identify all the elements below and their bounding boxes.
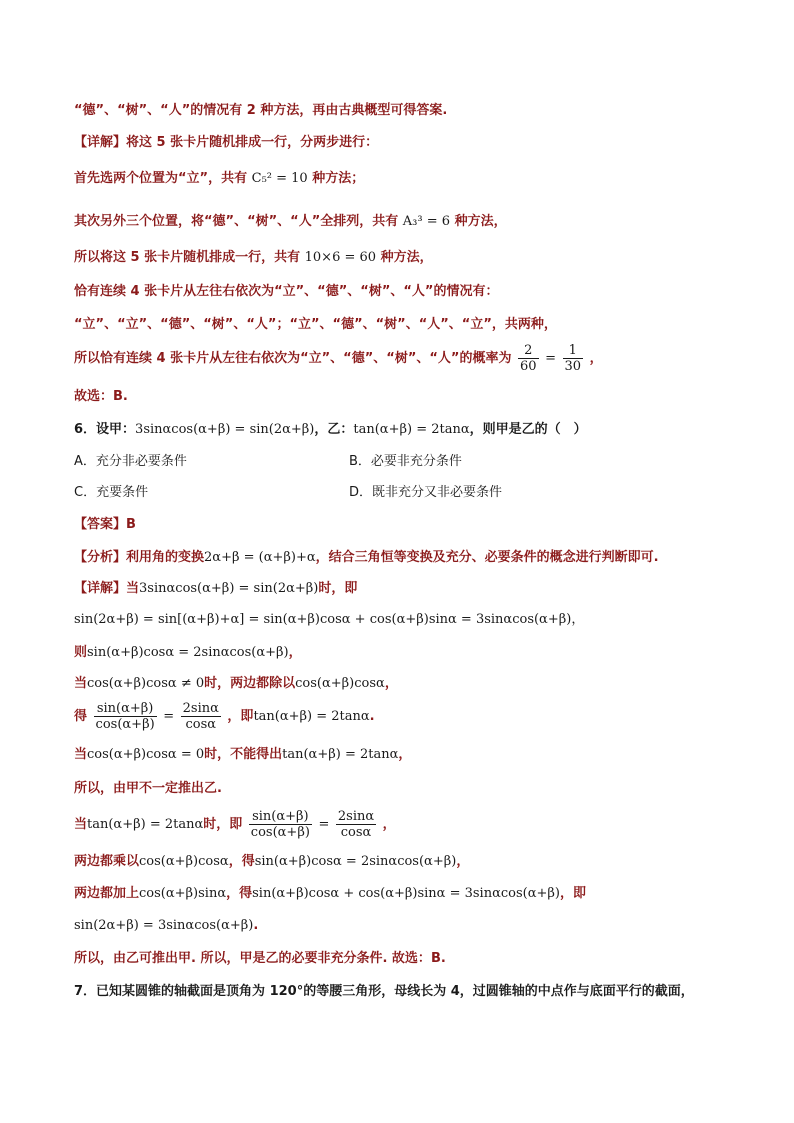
equation: sin(2α+β) = sin[(α+β)+α] = sin(α+β)cosα + cos(α+β)sinα = 3sinαcos(α+β)，	[74, 612, 585, 627]
solution-text: 当cos(α+β)cosα = 0时，不能得出tan(α+β) = 2tanα，	[74, 747, 412, 762]
solution-text: 所以将这 5 张卡片随机排成一行，共有 10×6 = 60 种方法，	[74, 250, 433, 265]
question-stem: 7．已知某圆锥的轴截面是顶角为 120°的等腰三角形，母线长为 4，过圆锥轴的中点作与底面平行的截面，	[74, 984, 694, 999]
solution-text: 恰有连续 4 张卡片从左往右依次为“立”、“德”、“树”、“人”的情况有：	[74, 284, 499, 299]
answer-label: 【答案】B	[74, 517, 136, 532]
solution-text: 【详解】当3sinαcos(α+β) = sin(2α+β)时，即	[74, 581, 358, 596]
solution-text: 所以恰有连续 4 张卡片从左往右依次为“立”、“德”、“树”、“人”的概率为 $\frac{2}{60}$ = $\frac{1}{30}$ ，	[74, 343, 603, 374]
solution-text: 所以，由乙可推出甲. 所以，甲是乙的必要非充分条件. 故选：B.	[74, 951, 446, 966]
solution-text: sin(2α+β) = 3sinαcos(α+β).	[74, 918, 259, 933]
question-stem: 6．设甲：3sinαcos(α+β) = sin(2α+β)，乙：tan(α+β) = 2tanα，则甲是乙的（ ）	[74, 422, 587, 437]
fraction: $\frac{2\sin\alpha}{\cos\alpha}$	[182, 701, 219, 732]
fraction: $\frac{2\sin\alpha}{\cos\alpha}$	[337, 809, 375, 840]
solution-text: “立”、“立”、“德”、“树”、“人”；“立”、“德”、“树”、“人”、“立”，共两种，	[74, 317, 557, 332]
solution-text: 其次另外三个位置，将“德”、“树”、“人”全排列，共有 A₃³ = 6 种方法，	[74, 214, 507, 229]
analysis-text: 【分析】利用角的变换2α+β = (α+β)+α，结合三角恒等变换及充分、必要条件的概念进行判断即可.	[74, 550, 659, 565]
option-a: A．充分非必要条件	[74, 454, 187, 469]
solution-text: 两边都加上cos(α+β)sinα，得sin(α+β)cosα + cos(α+β)sinα = 3sinαcos(α+β)，即	[74, 886, 586, 901]
option-c: C．充要条件	[74, 485, 149, 500]
option-b: B．必要非充分条件	[349, 454, 462, 469]
fraction: $\frac{1}{30}$	[564, 343, 582, 374]
fraction: $\frac{\sin(\alpha+\beta)}{\cos(\alpha+\beta)}$	[95, 701, 155, 732]
solution-text: 两边都乘以cos(α+β)cosα，得sin(α+β)cosα = 2sinαcos(α+β)，	[74, 854, 470, 869]
solution-text: 首先选两个位置为“立”，共有 C₅² = 10 种方法；	[74, 171, 365, 186]
fraction: $\frac{\sin(\alpha+\beta)}{\cos(\alpha+\beta)}$	[250, 809, 310, 840]
solution-text: 所以，由甲不一定推出乙.	[74, 781, 222, 796]
solution-text: 则sin(α+β)cosα = 2sinαcos(α+β)，	[74, 645, 302, 660]
solution-text: “德”、“树”、“人”的情况有 2 种方法，再由古典概型可得答案.	[74, 103, 448, 118]
solution-text: 当cos(α+β)cosα ≠ 0时，两边都除以cos(α+β)cosα，	[74, 676, 398, 691]
fraction: $\frac{2}{60}$	[519, 343, 537, 374]
option-d: D．既非充分又非必要条件	[349, 485, 503, 500]
solution-text: 得 $\frac{\sin(\alpha+\beta)}{\cos(\alpha+\beta)}$ = $\frac{2\sin\alpha}{\cos\alpha}$ ，即tan(α+β) = 2tanα.	[74, 701, 375, 732]
solution-text: 【详解】将这 5 张卡片随机排成一行，分两步进行：	[74, 135, 379, 150]
solution-text: 当tan(α+β) = 2tanα时，即 $\frac{\sin(\alpha+\beta)}{\cos(\alpha+\beta)}$ = $\frac{2\sin\alpha}{\cos\alpha}$ ，	[74, 809, 396, 840]
answer-choice: 故选：B.	[74, 389, 128, 404]
